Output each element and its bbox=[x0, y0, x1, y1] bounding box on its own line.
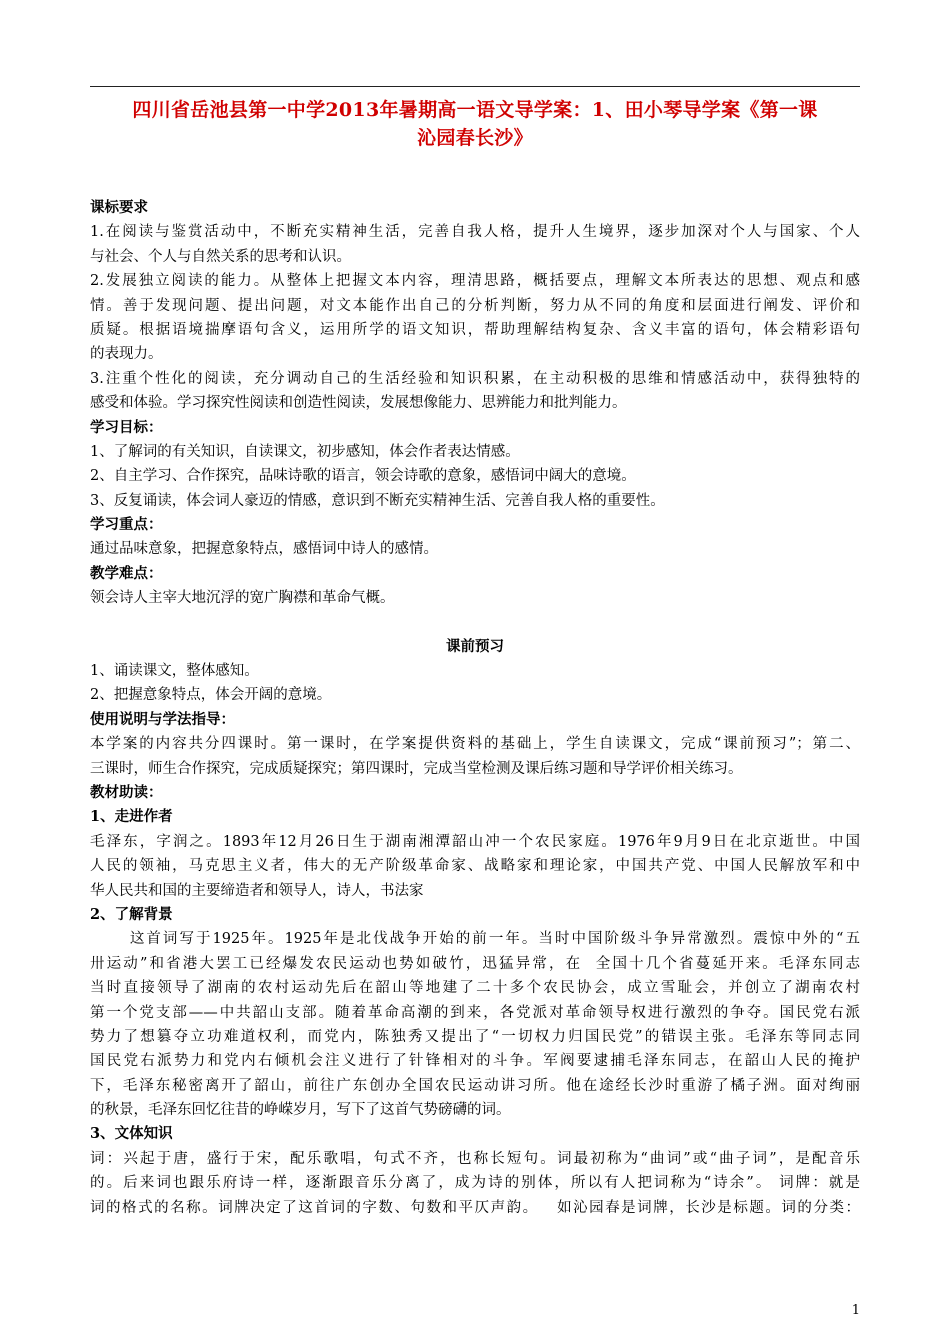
usage-line: 本学案的内容共分四课时。第一课时，在学案提供资料的基础上，学生自读课文，完成“课前预习”；第二、 bbox=[90, 736, 860, 753]
material-heading: 教材助读： bbox=[90, 783, 163, 801]
goal-item: 3、反复诵读，体会词人豪迈的情感，意识到不断充实精神生活、完善自我人格的重要性。 bbox=[90, 492, 665, 509]
genre-line: 的。后来词也跟乐府诗一样，逐渐跟音乐分离了，成为诗的别体，所以有人把词称为“诗余”。 词牌：就是 bbox=[90, 1175, 860, 1192]
goal-item: 2、自主学习、合作探究，品味诗歌的语言，领会诗歌的意象，感悟词中阔大的意境。 bbox=[90, 468, 636, 485]
usage-heading: 使用说明与学法指导： bbox=[90, 710, 235, 728]
genre-line: 词：兴起于唐，盛行于宋，配乐歌唱，句式不齐，也称长短句。词最初称为“曲词”或“曲子词”，是配音乐 bbox=[90, 1150, 860, 1167]
title-line-2: 沁园春长沙》 bbox=[417, 127, 533, 149]
genre-line: 词的格式的名称。词牌决定了这首词的字数、句数和平仄声韵。 如沁园春是词牌，长沙是标题。词的分类： bbox=[90, 1199, 860, 1216]
standards-line: 感受和体验。学习探究性阅读和创造性阅读，发展想像能力、思辨能力和批判能力。 bbox=[90, 395, 627, 412]
standards-line: 2.发展独立阅读的能力。从整体上把握文本内容，理清思路，概括要点，理解文本所表达的思想、观点和感 bbox=[90, 273, 860, 290]
preview-heading: 课前预习 bbox=[446, 637, 504, 655]
spacer bbox=[90, 611, 860, 635]
background-line: 下，毛泽东秘密离开了韶山，前往广东创办全国农民运动讲习所。他在途经长沙时重游了橘子洲。面对绚丽 bbox=[90, 1077, 860, 1094]
author-line: 华人民共和国的主要缔造者和领导人，诗人，书法家 bbox=[90, 882, 424, 899]
genre-heading: 3、文体知识 bbox=[90, 1125, 173, 1143]
document-title bbox=[90, 96, 860, 152]
author-line: 人民的领袖，马克思主义者，伟大的无产阶级革命家、战略家和理论家，中国共产党、中国人民解放军和中 bbox=[90, 858, 860, 875]
standards-line: 1.在阅读与鉴赏活动中，不断充实精神生活，完善自我人格，提升人生境界，逐步加深对个人与国家、个人 bbox=[90, 224, 860, 241]
background-line: 势力了想篡夺立功难道权利，而党内，陈独秀又提出了“一切权力归国民党”的错误主张。毛泽东等同志同 bbox=[90, 1028, 860, 1045]
standards-line: 的表现力。 bbox=[90, 346, 163, 363]
standards-line: 与社会、个人与自然关系的思考和认识。 bbox=[90, 248, 351, 265]
standards-line: 情。善于发现问题、提出问题，对文本能作出自己的分析判断，努力从不同的角度和层面进行阐发、评价和 bbox=[90, 297, 860, 314]
header-rule bbox=[90, 86, 860, 87]
preview-item: 2、把握意象特点，体会开阔的意境。 bbox=[90, 687, 332, 704]
standards-line: 质疑。根据语境揣摩语句含义，运用所学的语文知识，帮助理解结构复杂、含义丰富的语句，体会精彩语句 bbox=[90, 321, 860, 338]
title-line-1: 四川省岳池县第一中学2013年暑期高一语文导学案：1、田小琴导学案《第一课 bbox=[132, 99, 818, 121]
difficulty-heading: 教学难点： bbox=[90, 564, 163, 582]
background-line: 卅运动”和省港大罢工已经爆发农民运动也势如破竹，迅猛异常，在 全国十几个省蔓延开来。毛泽东同志 bbox=[90, 955, 860, 972]
preview-item: 1、诵读课文，整体感知。 bbox=[90, 663, 259, 680]
background-line: 国民党右派势力和党内右倾机会注义进行了针锋相对的斗争。军阀要逮捕毛泽东同志，在韶山人民的掩护 bbox=[90, 1053, 860, 1070]
key-points-text: 通过品味意象，把握意象特点，感悟词中诗人的感情。 bbox=[90, 541, 438, 558]
background-heading: 2、了解背景 bbox=[90, 905, 173, 923]
document-body bbox=[90, 196, 860, 1220]
key-points-heading: 学习重点： bbox=[90, 516, 163, 534]
background-line: 的秋景，毛泽东回忆往昔的峥嵘岁月，写下了这首气势磅礴的词。 bbox=[90, 1102, 511, 1119]
background-line: 当时直接领导了湖南的农村运动先后在韶山等地建了二十多个农民协会，成立雪耻会，并创立了湖南农村 bbox=[90, 980, 860, 997]
background-line: 这首词写于1925年。1925年是北伐战争开始的前一年。当时中国阶级斗争异常激烈。震惊中外的“五 bbox=[90, 931, 860, 948]
background-line: 第一个党支部——中共韶山支部。随着革命高潮的到来，各党派对革命领导权进行激烈的争夺。国民党右派 bbox=[90, 1004, 860, 1021]
usage-line: 三课时，师生合作探究，完成质疑探究；第四课时，完成当堂检测及课后练习题和导学评价相关练习。 bbox=[90, 760, 743, 777]
goals-heading: 学习目标： bbox=[90, 418, 163, 436]
author-line: 毛泽东，字润之。1893年12月26日生于湖南湘潭韶山冲一个农民家庭。1976年9月9日在北京逝世。中国 bbox=[90, 833, 860, 850]
standards-line: 3.注重个性化的阅读，充分调动自己的生活经验和知识积累，在主动积极的思维和情感活动中，获得独特的 bbox=[90, 370, 860, 387]
goal-item: 1、了解词的有关知识，自读课文，初步感知，体会作者表达情感。 bbox=[90, 443, 520, 460]
author-heading: 1、走进作者 bbox=[90, 808, 173, 826]
standards-heading: 课标要求 bbox=[90, 199, 148, 216]
page-number: 1 bbox=[851, 1303, 860, 1318]
difficulty-text: 领会诗人主宰大地沉浮的宽广胸襟和革命气概。 bbox=[90, 590, 395, 607]
